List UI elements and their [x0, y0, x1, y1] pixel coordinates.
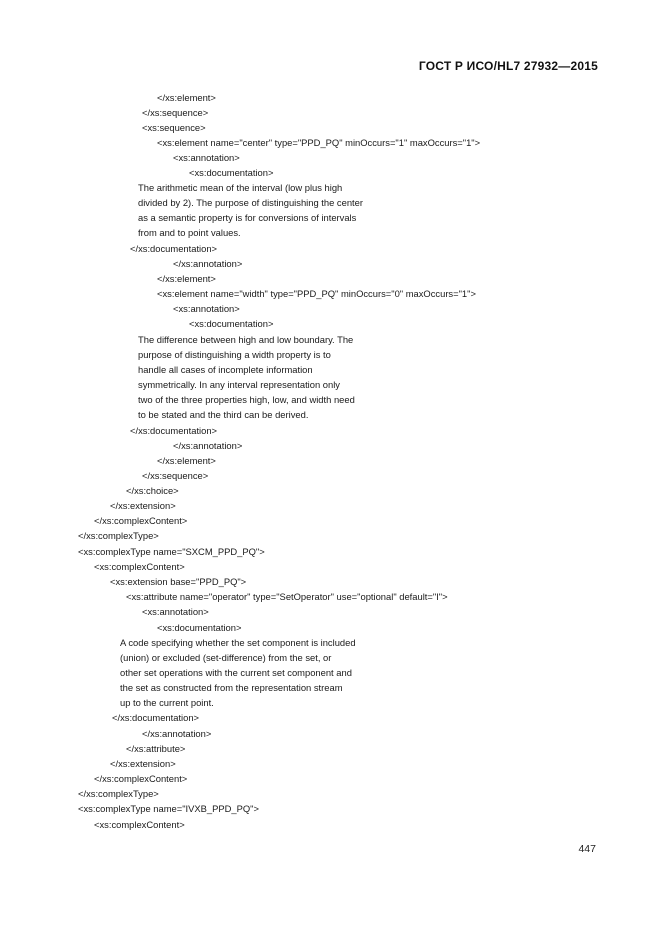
- code-line: up to the current point.: [120, 697, 214, 708]
- code-line: <xs:complexContent>: [94, 819, 185, 830]
- code-line: <xs:annotation>: [173, 303, 240, 314]
- code-line: handle all cases of incomplete information: [138, 364, 313, 375]
- code-line: purpose of distinguishing a width property is to: [138, 349, 331, 360]
- code-line: <xs:complexType name="IVXB_PPD_PQ">: [78, 803, 259, 814]
- code-line: A code specifying whether the set component is included: [120, 637, 356, 648]
- standard-header: ГОСТ Р ИСО/HL7 27932—2015: [418, 59, 598, 73]
- code-line: </xs:element>: [157, 92, 216, 103]
- code-line: The arithmetic mean of the interval (low plus high: [138, 182, 343, 193]
- code-line: divided by 2). The purpose of distinguishing the center: [138, 197, 363, 208]
- code-line: </xs:annotation>: [142, 728, 212, 739]
- code-line: as a semantic property is for conversions of intervals: [138, 212, 357, 223]
- code-line: <xs:attribute name="operator" type="SetOperator" use="optional" default="I">: [126, 591, 448, 602]
- code-line: <xs:element name="width" type="PPD_PQ" minOccurs="0" maxOccurs="1">: [157, 288, 476, 299]
- code-line: <xs:complexType name="SXCM_PPD_PQ">: [78, 546, 265, 557]
- code-line: </xs:element>: [157, 455, 216, 466]
- code-line: </xs:annotation>: [173, 258, 243, 269]
- code-line: (union) or excluded (set-difference) from the set, or: [120, 652, 332, 663]
- code-line: </xs:annotation>: [173, 440, 243, 451]
- code-line: </xs:choice>: [126, 485, 179, 496]
- code-line: <xs:complexContent>: [94, 561, 185, 572]
- code-line: from and to point values.: [138, 227, 241, 238]
- code-line: </xs:extension>: [110, 500, 176, 511]
- code-line: two of the three properties high, low, and width need: [138, 394, 355, 405]
- code-line: the set as constructed from the representation stream: [120, 682, 343, 693]
- code-line: </xs:documentation>: [112, 712, 200, 723]
- code-line: <xs:documentation>: [189, 318, 274, 329]
- code-line: </xs:attribute>: [126, 743, 186, 754]
- code-line: <xs:annotation>: [173, 152, 240, 163]
- page-number: 447: [578, 843, 596, 855]
- code-line: </xs:sequence>: [142, 470, 209, 481]
- code-line: </xs:complexContent>: [94, 773, 188, 784]
- code-line: </xs:extension>: [110, 758, 176, 769]
- code-line: The difference between high and low boundary. The: [138, 334, 354, 345]
- code-line: </xs:complexType>: [78, 788, 159, 799]
- code-line: </xs:complexContent>: [94, 515, 188, 526]
- code-line: </xs:documentation>: [130, 425, 218, 436]
- code-line: <xs:sequence>: [142, 122, 206, 133]
- code-line: to be stated and the third can be derived.: [138, 409, 309, 420]
- code-line: <xs:annotation>: [142, 606, 209, 617]
- code-line: other set operations with the current set component and: [120, 667, 352, 678]
- code-line: </xs:element>: [157, 273, 216, 284]
- code-line: </xs:sequence>: [142, 107, 209, 118]
- code-line: </xs:documentation>: [130, 243, 218, 254]
- code-line: </xs:complexType>: [78, 530, 159, 541]
- code-line: <xs:documentation>: [189, 167, 274, 178]
- code-line: <xs:documentation>: [157, 622, 242, 633]
- code-line: <xs:element name="center" type="PPD_PQ" minOccurs="1" maxOccurs="1">: [157, 137, 481, 148]
- code-line: symmetrically. In any interval representation only: [138, 379, 340, 390]
- code-line: <xs:extension base="PPD_PQ">: [110, 576, 247, 587]
